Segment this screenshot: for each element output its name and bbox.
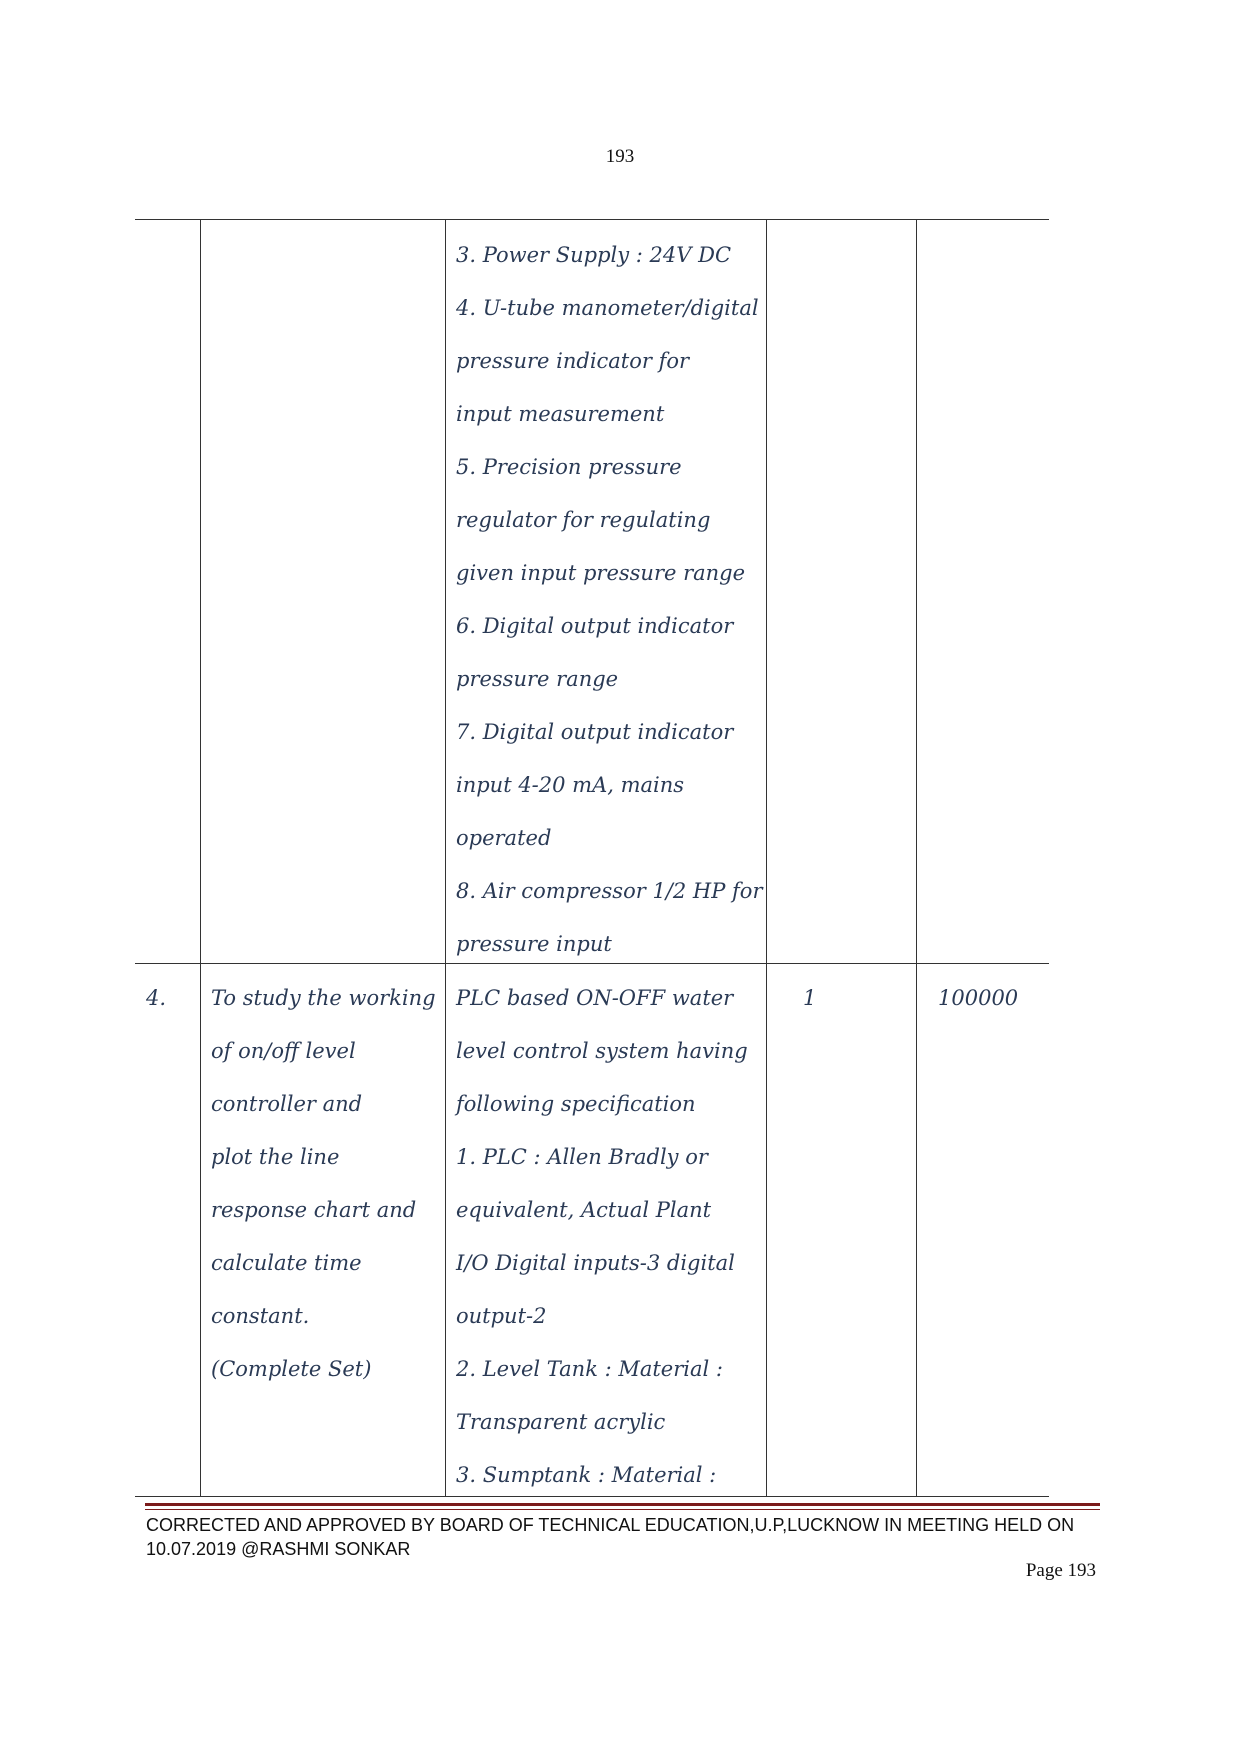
spec-line: 2. Level Tank : Material : <box>456 1357 723 1381</box>
experiment-description-cell <box>211 972 436 1396</box>
spec-line: level control system having <box>456 1039 748 1063</box>
spec-line: Transparent acrylic <box>456 1410 666 1434</box>
serial-number: 4. <box>146 986 167 1010</box>
spec-line: pressure input <box>456 932 612 956</box>
spec-line: 8. Air compressor 1/2 HP for <box>456 879 763 903</box>
quantity-value: 1 <box>803 986 817 1010</box>
cost-cell <box>938 972 1018 1025</box>
spec-line: 3. Power Supply : 24V DC <box>456 243 732 267</box>
spec-line: 4. U-tube manometer/digital <box>456 296 759 320</box>
experiment-line: controller and <box>211 1092 363 1116</box>
spec-line: PLC based ON-OFF water <box>456 986 734 1010</box>
experiment-line: (Complete Set) <box>211 1357 372 1381</box>
spec-line: pressure range <box>456 667 619 691</box>
experiment-line: To study the working <box>211 986 436 1010</box>
spec-line: operated <box>456 826 552 850</box>
footer-approval-line-1: CORRECTED AND APPROVED BY BOARD OF TECHNICAL EDUCATION,U.P,LUCKNOW IN MEETING HELD ON <box>146 1515 1075 1535</box>
spec-line: 5. Precision pressure <box>456 455 682 479</box>
spec-line: given input pressure range <box>456 561 746 585</box>
spec-line: input 4-20 mA, mains <box>456 773 685 797</box>
specification-cell <box>456 972 748 1502</box>
footer-approval-note <box>146 1513 1096 1561</box>
serial-number-cell <box>146 972 166 1025</box>
footer-page-label: Page 193 <box>1025 1560 1096 1581</box>
spec-line: output-2 <box>456 1304 547 1328</box>
column-divider-2 <box>445 219 446 1497</box>
spec-line: following specification <box>456 1092 696 1116</box>
continued-specification-cell <box>456 229 763 971</box>
spec-line: equivalent, Actual Plant <box>456 1198 712 1222</box>
table-top-border <box>135 219 1049 220</box>
spec-line: 6. Digital output indicator <box>456 614 734 638</box>
footer-rule-thin <box>145 1509 1100 1510</box>
spec-line: pressure indicator for <box>456 349 690 373</box>
spec-line: 1. PLC : Allen Bradly or <box>456 1145 708 1169</box>
experiment-line: of on/off level <box>211 1039 356 1063</box>
experiment-line: plot the line <box>211 1145 340 1169</box>
quantity-cell <box>803 972 816 1025</box>
column-divider-3 <box>766 219 767 1497</box>
footer-approval-line-2: 10.07.2019 @RASHMI SONKAR <box>146 1539 411 1559</box>
spec-line: I/O Digital inputs-3 digital <box>456 1251 735 1275</box>
footer-rule-thick <box>145 1503 1100 1506</box>
spec-line: input measurement <box>456 402 665 426</box>
spec-line: regulator for regulating <box>456 508 711 532</box>
experiment-line: constant. <box>211 1304 310 1328</box>
spec-line: 3. Sumptank : Material : <box>456 1463 717 1487</box>
experiment-line: response chart and <box>211 1198 417 1222</box>
page-number-header: 193 <box>605 146 635 167</box>
column-divider-4 <box>916 219 917 1497</box>
column-divider-1 <box>200 219 201 1497</box>
cost-value: 100000 <box>938 986 1019 1010</box>
experiment-line: calculate time <box>211 1251 362 1275</box>
spec-line: 7. Digital output indicator <box>456 720 734 744</box>
